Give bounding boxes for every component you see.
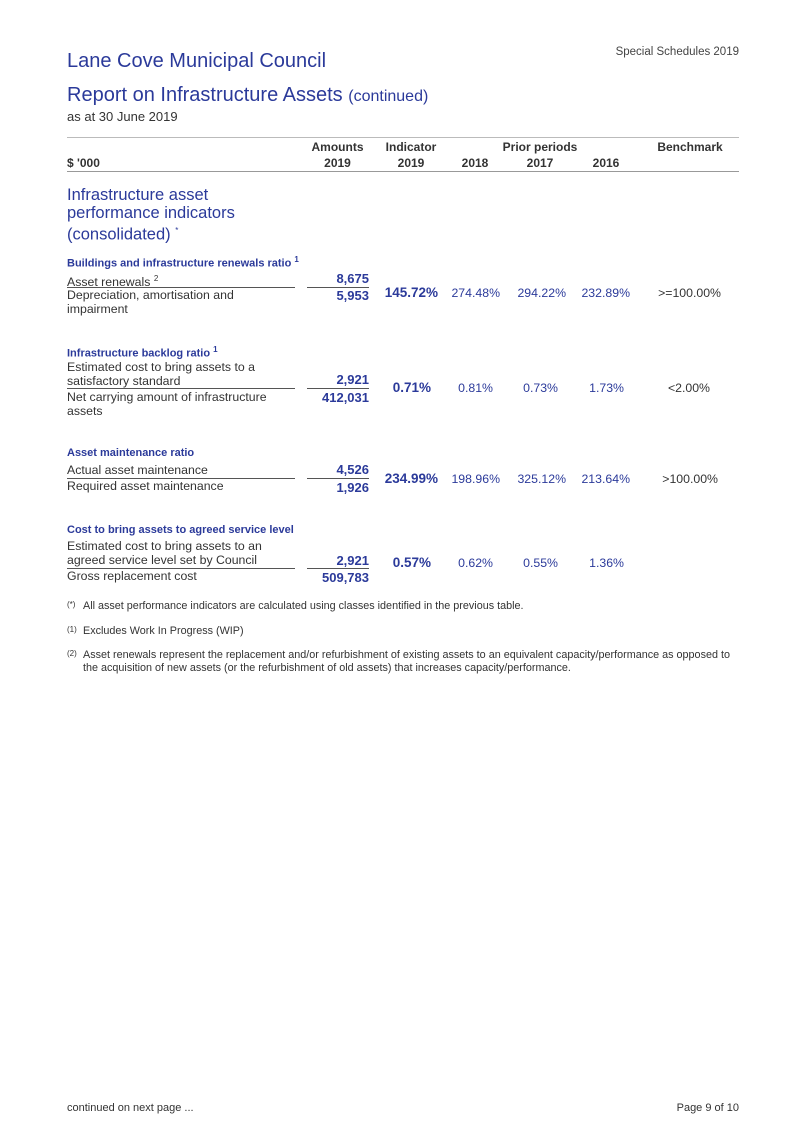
ratio-4-numerator-value: 2,921 xyxy=(336,553,369,568)
ratio-4-denominator-value: 509,783 xyxy=(322,570,369,585)
ratio-4-numerator-label: Estimated cost to bring assets to an agreed service level set by Council xyxy=(67,539,262,567)
page-number: Page 9 of 10 xyxy=(676,1102,739,1114)
ratio-1-title xyxy=(67,255,299,270)
ratio-3-numerator-value: 4,526 xyxy=(336,462,369,477)
ratio-2-prior-2016: 1.73% xyxy=(589,381,624,395)
special-schedules-label: Special Schedules 2019 xyxy=(615,46,739,58)
ratio-3-numerator-label: Actual asset maintenance xyxy=(67,463,208,477)
ratio-2-denominator-label: Net carrying amount of infrastructure assets xyxy=(67,390,267,418)
ratio-1-title-text: Buildings and infrastructure renewals ratio xyxy=(67,257,292,270)
note-1-marker: (1) xyxy=(67,625,77,634)
ratio-1-prior-2017: 294.22% xyxy=(517,286,566,300)
note-2-marker: (2) xyxy=(67,649,77,658)
ratio-3-title: Asset maintenance ratio xyxy=(67,447,195,459)
amounts-year: 2019 xyxy=(324,156,351,170)
benchmark-label: Benchmark xyxy=(657,140,723,154)
report-continued: (continued) xyxy=(348,88,429,105)
section-title-text: Infrastructure asset performance indicators (consolidated) xyxy=(67,186,235,244)
ratio-2-value-divider xyxy=(307,388,369,389)
ratio-3-prior-2016: 213.64% xyxy=(581,472,630,486)
section-title-marker: * xyxy=(175,226,179,235)
note-2-text: Asset renewals represent the replacement and/or refurbishment of existing assets to an equivalent capacity/performance as opposed to the acquisition of new assets (or the refurbishment of old assets) that increases capacity/performance. xyxy=(83,649,730,674)
note-asterisk xyxy=(67,600,739,613)
ratio-2-numerator-value: 2,921 xyxy=(336,372,369,387)
prior-year-2018: 2018 xyxy=(461,156,489,170)
ratio-2-title-marker: 1 xyxy=(213,345,218,354)
header-bottom-rule xyxy=(67,171,739,172)
ratio-4-indicator: 0.57% xyxy=(392,555,431,570)
ratio-1-prior-2018: 274.48% xyxy=(451,286,500,300)
ratio-4-prior-2017: 0.55% xyxy=(523,556,558,570)
ratio-3-value-divider xyxy=(307,478,369,479)
ratio-3-denominator-label: Required asset maintenance xyxy=(67,479,224,493)
report-title-text: Report on Infrastructure Assets xyxy=(67,84,343,106)
note-asterisk-text: All asset performance indicators are calculated using classes identified in the previous table. xyxy=(83,600,524,612)
prior-year-2017: 2017 xyxy=(526,156,554,170)
currency-label: $ '000 xyxy=(67,156,100,170)
council-name: Lane Cove Municipal Council xyxy=(67,50,327,72)
ratio-1-prior-2016: 232.89% xyxy=(581,286,630,300)
ratio-4-prior-2018: 0.62% xyxy=(458,556,493,570)
note-1-text: Excludes Work In Progress (WIP) xyxy=(83,625,244,637)
ratio-2-label-divider xyxy=(67,388,295,389)
report-title xyxy=(67,84,428,107)
ratio-1-title-marker: 1 xyxy=(294,255,299,264)
amounts-label: Amounts xyxy=(311,140,364,154)
indicator-year: 2019 xyxy=(397,156,425,170)
note-2 xyxy=(67,649,739,675)
ratio-4-value-divider xyxy=(307,568,369,569)
header-top-rule xyxy=(67,137,739,138)
ratio-2-denominator-value: 412,031 xyxy=(322,390,369,405)
note-asterisk-marker: (*) xyxy=(67,600,76,609)
ratio-3-prior-2018: 198.96% xyxy=(451,472,500,486)
prior-year-2016: 2016 xyxy=(592,156,620,170)
ratio-1-numerator-text: Asset renewals xyxy=(67,275,151,290)
ratio-2-indicator: 0.71% xyxy=(392,380,431,395)
ratio-1-denominator-value: 5,953 xyxy=(336,288,369,303)
ratio-2-title-text: Infrastructure backlog ratio xyxy=(67,347,211,360)
ratio-3-denominator-value: 1,926 xyxy=(336,480,369,495)
continued-label: continued on next page ... xyxy=(67,1102,194,1114)
prior-periods-label: Prior periods xyxy=(502,140,578,154)
note-1 xyxy=(67,625,739,638)
ratio-4-title: Cost to bring assets to agreed service level xyxy=(67,524,294,536)
ratio-1-numerator-marker: 2 xyxy=(153,274,159,283)
ratio-1-indicator: 145.72% xyxy=(384,285,438,300)
ratio-2-prior-2017: 0.73% xyxy=(523,381,558,395)
ratio-3-prior-2017: 325.12% xyxy=(517,472,566,486)
ratio-1-numerator-value: 8,675 xyxy=(336,271,369,286)
section-title xyxy=(67,186,267,244)
ratio-4-denominator-label: Gross replacement cost xyxy=(67,569,197,583)
ratio-1-benchmark: >=100.00% xyxy=(658,286,721,300)
ratio-2-prior-2018: 0.81% xyxy=(458,381,493,395)
ratio-4-prior-2016: 1.36% xyxy=(589,556,624,570)
ratio-3-indicator: 234.99% xyxy=(384,471,438,486)
as-at-date: as at 30 June 2019 xyxy=(67,109,178,124)
ratio-3-benchmark: >100.00% xyxy=(662,472,718,486)
ratio-2-title xyxy=(67,345,218,360)
ratio-2-benchmark: <2.00% xyxy=(667,381,710,395)
ratio-1-denominator-label: Depreciation, amortisation and impairment xyxy=(67,288,234,316)
ratio-2-numerator-label: Estimated cost to bring assets to a satisfactory standard xyxy=(67,360,255,388)
indicator-label: Indicator xyxy=(385,140,437,154)
